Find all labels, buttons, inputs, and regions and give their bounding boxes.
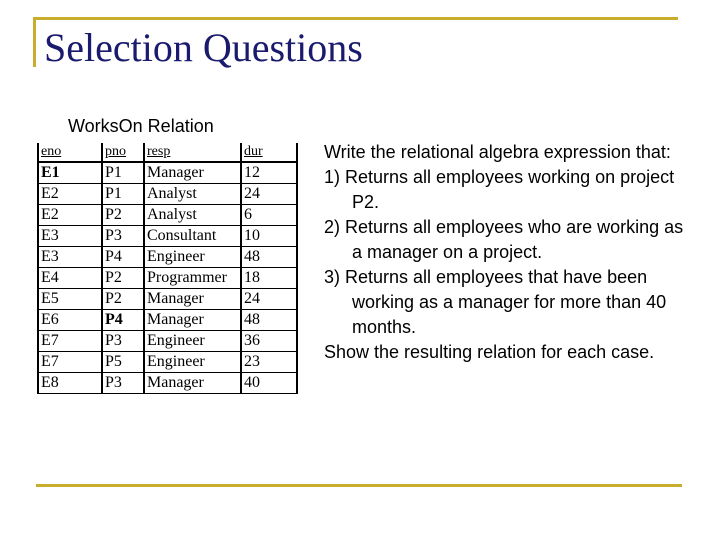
cell-dur: 10 xyxy=(241,226,297,247)
question-intro: Write the relational algebra expression that: xyxy=(324,142,671,162)
table-row xyxy=(38,310,297,331)
header-resp: resp xyxy=(144,143,241,162)
table-row xyxy=(38,247,297,268)
cell-pno: P4 xyxy=(102,247,144,268)
slide-title: Selection Questions xyxy=(44,25,363,70)
cell-pno: P1 xyxy=(102,184,144,205)
cell-resp: Manager xyxy=(144,310,241,331)
cell-pno: P2 xyxy=(102,268,144,289)
cell-resp: Manager xyxy=(144,289,241,310)
header-dur: dur xyxy=(241,143,297,162)
cell-pno: P2 xyxy=(102,289,144,310)
cell-eno: E6 xyxy=(38,310,102,331)
cell-pno: P2 xyxy=(102,205,144,226)
works-on-table xyxy=(37,143,298,394)
table-header-row xyxy=(38,143,297,162)
table-row xyxy=(38,352,297,373)
table-row xyxy=(38,331,297,352)
cell-resp: Engineer xyxy=(144,247,241,268)
cell-dur: 18 xyxy=(241,268,297,289)
cell-dur: 36 xyxy=(241,331,297,352)
question-item-1: 1) Returns all employees working on project P2. xyxy=(324,167,675,212)
cell-eno: E2 xyxy=(38,205,102,226)
table-row xyxy=(38,205,297,226)
table-caption: WorksOn Relation xyxy=(68,116,214,136)
cell-dur: 48 xyxy=(241,310,297,331)
table-row xyxy=(38,289,297,310)
cell-resp: Analyst xyxy=(144,184,241,205)
cell-dur: 23 xyxy=(241,352,297,373)
cell-eno: E3 xyxy=(38,226,102,247)
cell-eno: E1 xyxy=(38,162,102,184)
cell-pno: P1 xyxy=(102,162,144,184)
cell-dur: 12 xyxy=(241,162,297,184)
cell-dur: 40 xyxy=(241,373,297,394)
cell-dur: 6 xyxy=(241,205,297,226)
cell-resp: Engineer xyxy=(144,331,241,352)
table-row xyxy=(38,184,297,205)
top-rule xyxy=(33,17,678,20)
question-item-3: 3) Returns all employees that have been working as a manager for more than 40 months. xyxy=(324,267,667,337)
cell-pno: P3 xyxy=(102,331,144,352)
question-text xyxy=(324,140,694,365)
cell-resp: Analyst xyxy=(144,205,241,226)
cell-pno: P4 xyxy=(102,310,144,331)
header-eno: eno xyxy=(38,143,102,162)
cell-eno: E2 xyxy=(38,184,102,205)
cell-dur: 48 xyxy=(241,247,297,268)
cell-pno: P3 xyxy=(102,226,144,247)
cell-eno: E8 xyxy=(38,373,102,394)
cell-eno: E3 xyxy=(38,247,102,268)
cell-resp: Programmer xyxy=(144,268,241,289)
cell-eno: E7 xyxy=(38,331,102,352)
cell-resp: Engineer xyxy=(144,352,241,373)
table-row xyxy=(38,162,297,184)
left-rule xyxy=(33,17,36,67)
cell-dur: 24 xyxy=(241,289,297,310)
cell-eno: E4 xyxy=(38,268,102,289)
cell-eno: E7 xyxy=(38,352,102,373)
question-item-2: 2) Returns all employees who are working as a manager on a project. xyxy=(324,217,684,262)
header-pno: pno xyxy=(102,143,144,162)
cell-resp: Manager xyxy=(144,162,241,184)
cell-pno: P5 xyxy=(102,352,144,373)
table-row xyxy=(38,226,297,247)
table-row xyxy=(38,268,297,289)
cell-eno: E5 xyxy=(38,289,102,310)
cell-resp: Manager xyxy=(144,373,241,394)
cell-dur: 24 xyxy=(241,184,297,205)
cell-pno: P3 xyxy=(102,373,144,394)
question-closing: Show the resulting relation for each case. xyxy=(324,342,655,362)
cell-resp: Consultant xyxy=(144,226,241,247)
bottom-rule xyxy=(36,484,682,487)
table-row xyxy=(38,373,297,394)
